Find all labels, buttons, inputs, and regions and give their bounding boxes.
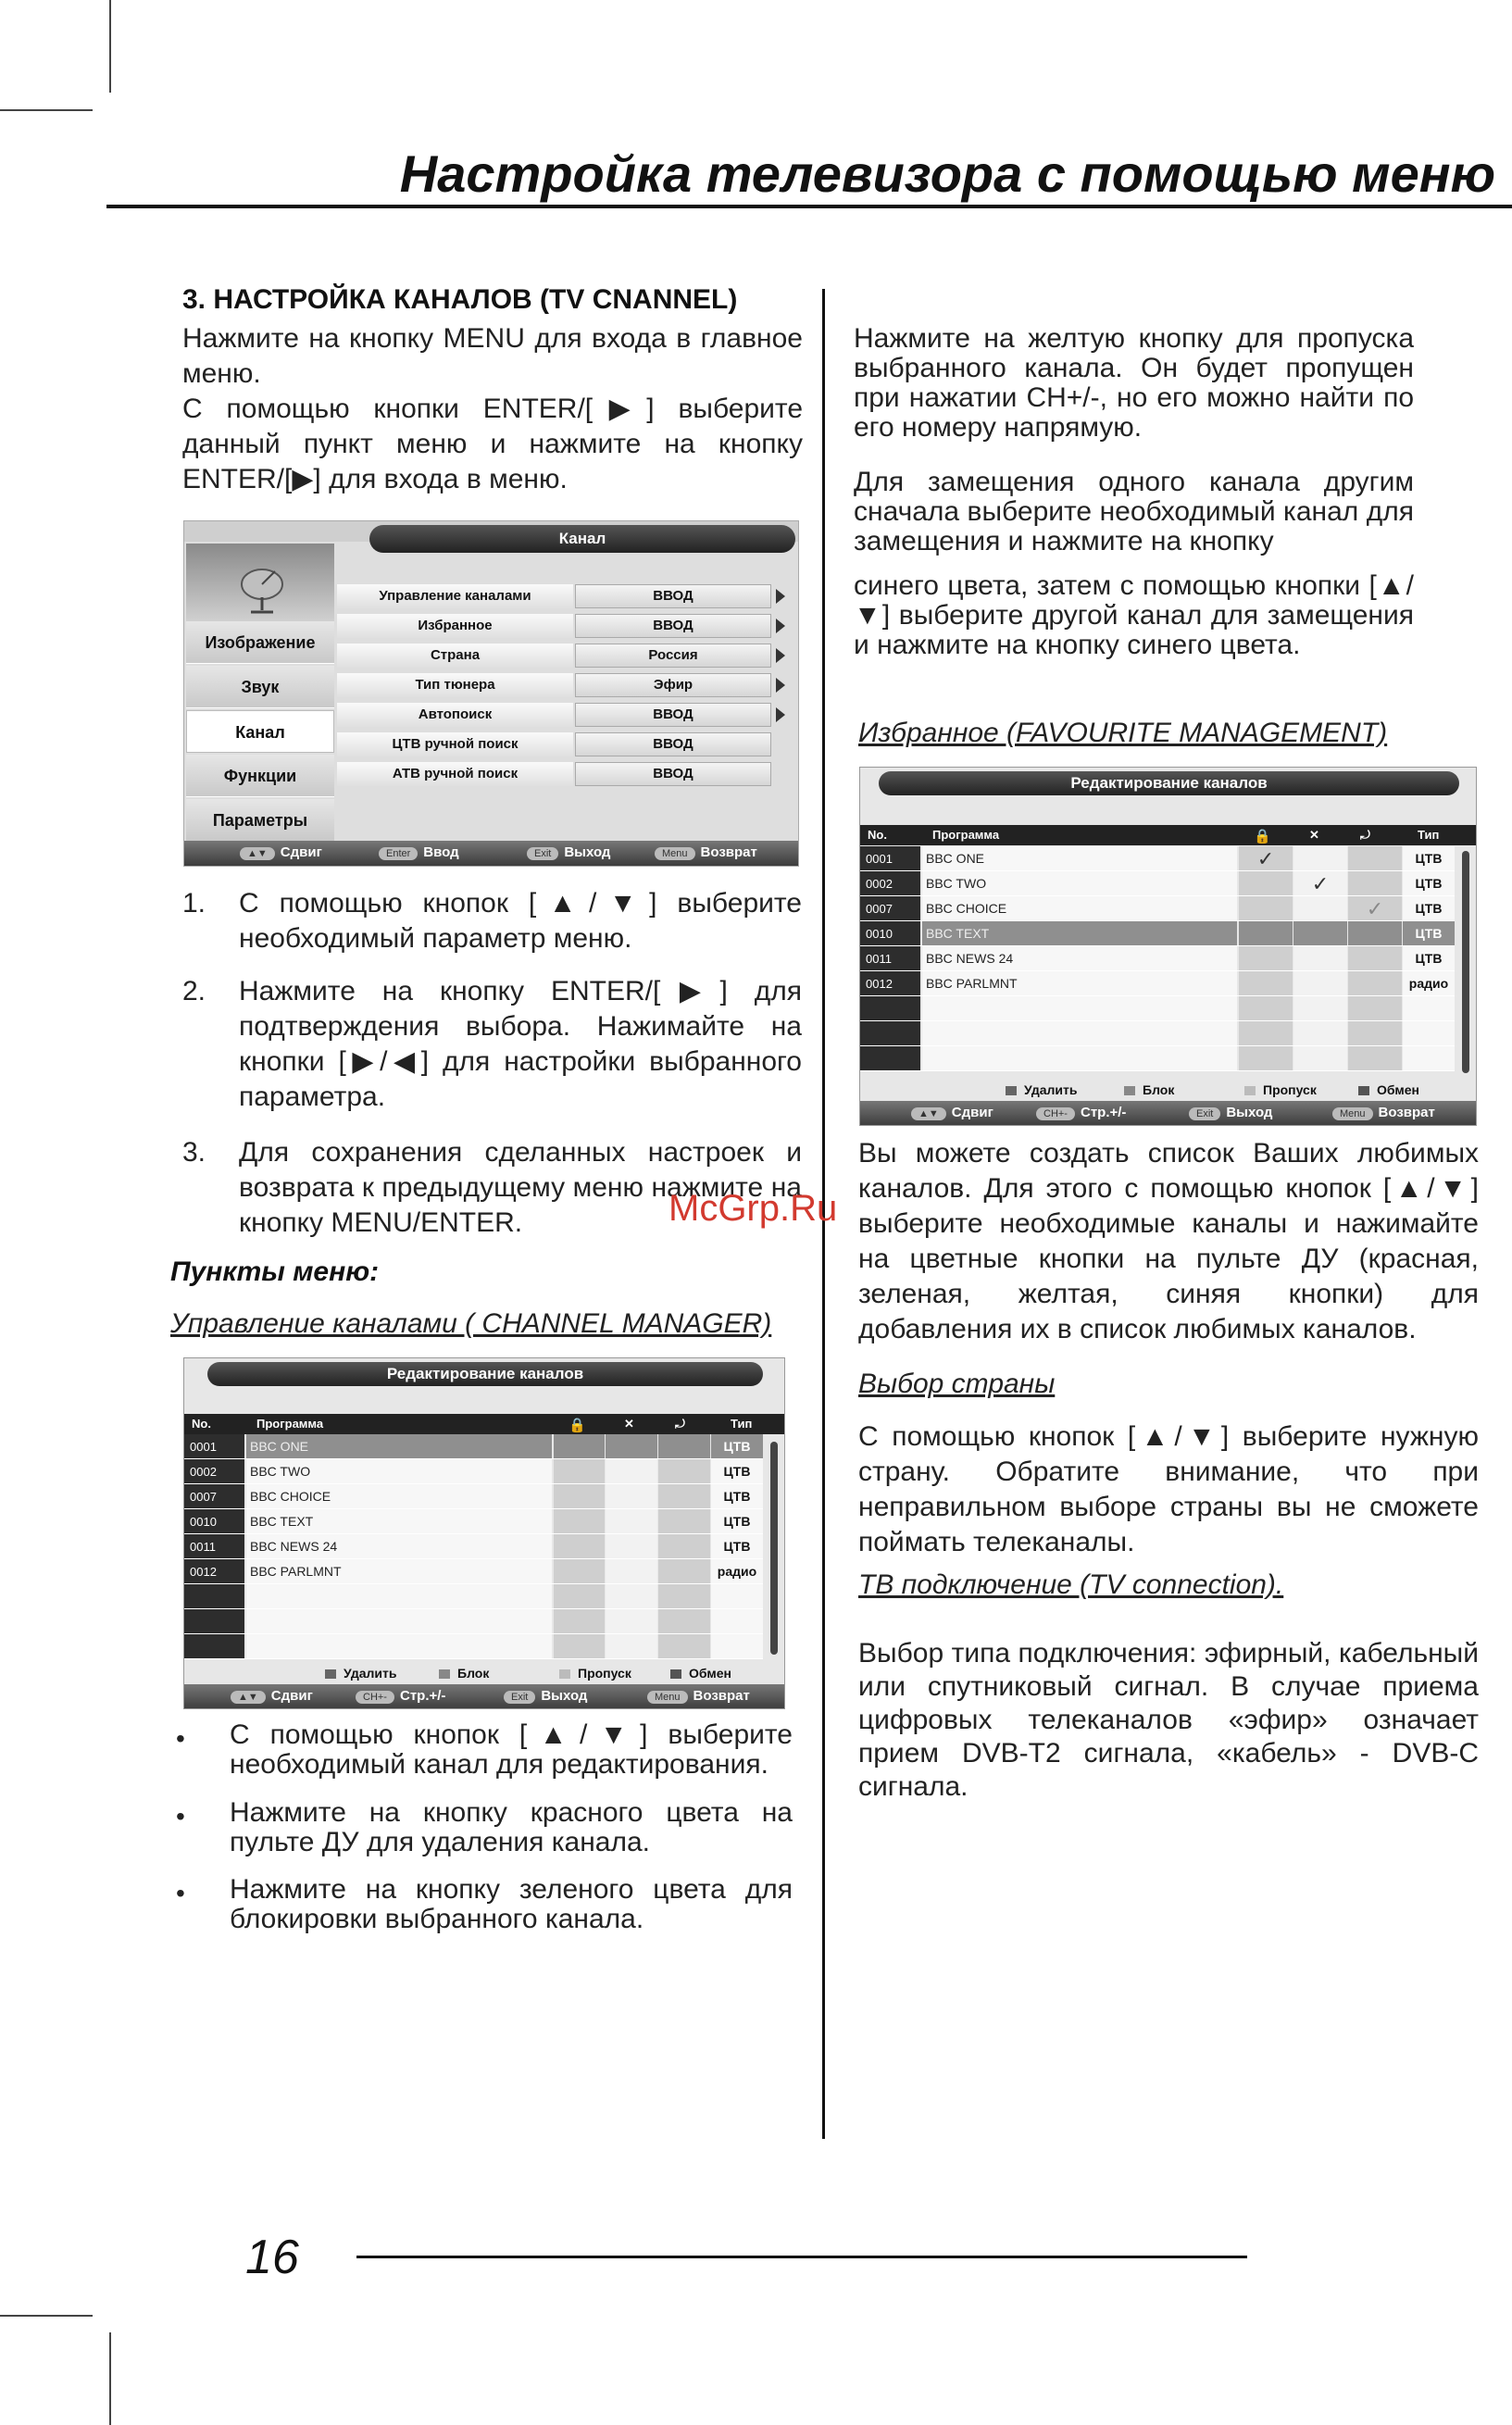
channel-type: ЦТВ [1403, 846, 1455, 870]
channel-type: радио [1403, 971, 1455, 995]
channel-menu-screenshot [183, 520, 799, 867]
table-row[interactable] [860, 846, 1455, 871]
channel-manager-heading: Управление каналами ( CHANNEL MANAGER) [170, 1308, 772, 1339]
hint-back [655, 844, 757, 860]
legend-block [439, 1666, 489, 1681]
key-badge: ▲▼ [240, 847, 275, 860]
hint-exit [1189, 1105, 1272, 1120]
channel-number: 0012 [184, 1559, 244, 1583]
menu-row-value: ВВОД [575, 762, 771, 786]
color-legend [184, 1662, 784, 1684]
key-badge: Exit [504, 1691, 535, 1704]
channel-name: BBC TEXT [246, 1509, 552, 1533]
channel-name: BBC TWO [922, 871, 1237, 895]
hint-label: Возврат [1378, 1105, 1435, 1120]
bullet-text: Нажмите на кнопку зеленого цвета для блокировки выбранного канала. [230, 1874, 793, 1934]
menu-row[interactable] [337, 673, 795, 701]
col-type: Тип [731, 1417, 753, 1431]
menu-items-heading: Пункты меню: [170, 1256, 380, 1287]
menu-row-label: Страна [337, 644, 573, 668]
legend-skip [559, 1666, 631, 1681]
channel-name: BBC CHOICE [922, 896, 1237, 920]
bullet-dot: • [176, 1724, 185, 1753]
menu-row[interactable] [337, 762, 795, 790]
watermark: McGrp.Ru [669, 1188, 838, 1229]
step-number: 1. [182, 888, 206, 919]
table-row[interactable] [860, 871, 1455, 896]
key-badge: Exit [1189, 1107, 1220, 1120]
tv-connection-paragraph: Выбор типа подключения: эфирный, кабельный или спутниковый сигнал. В случае приема цифровых телеканалов «эфир» означает прием DVB-T2 сигнала, «кабель» - DVB-C сигнала. [858, 1638, 1479, 1802]
channel-number: 0011 [184, 1534, 244, 1558]
hint-label: Сдвиг [270, 1688, 313, 1704]
menu-row-value: ВВОД [575, 614, 771, 638]
check-icon: ✓ [1239, 846, 1293, 870]
legend-swap [1358, 1082, 1419, 1097]
crop-mark [0, 2315, 93, 2317]
legend-label: Удалить [344, 1666, 397, 1681]
legend-label: Блок [457, 1666, 490, 1681]
legend-swap [670, 1666, 731, 1681]
key-badge: Menu [1332, 1107, 1373, 1120]
channel-editor-2 [859, 767, 1477, 1126]
channel-type: ЦТВ [711, 1459, 763, 1483]
table-row[interactable] [184, 1509, 763, 1534]
channel-name: BBC ONE [922, 846, 1237, 870]
channel-name: BBC PARLMNT [922, 971, 1237, 995]
channel-type: ЦТВ [711, 1509, 763, 1533]
editor-column-header [860, 825, 1476, 845]
arrow-right-icon [776, 707, 785, 722]
editor-bottom-bar [184, 1684, 784, 1709]
legend-label: Пропуск [1263, 1082, 1317, 1097]
empty-row [184, 1609, 763, 1634]
menu-row[interactable] [337, 732, 795, 760]
hint-label: Сдвиг [280, 844, 322, 860]
col-type: Тип [1418, 828, 1440, 842]
hint-label: Возврат [693, 1688, 750, 1704]
step-number: 3. [182, 1137, 206, 1168]
hint-exit [527, 844, 610, 860]
channel-name: BBC ONE [246, 1434, 552, 1458]
sidebar-item-parameters[interactable]: Параметры [186, 799, 334, 842]
step-text: Для сохранения сделанных настроек и возврата к предыдущему меню нажмите на кнопку MENU/ENTER. [239, 1137, 802, 1238]
legend-delete [1006, 1082, 1077, 1097]
col-no: No. [868, 828, 887, 842]
channel-menu-title: Канал [369, 525, 795, 553]
hint-page [1036, 1105, 1126, 1120]
channel-number: 0007 [860, 896, 920, 920]
menu-row-label: АТВ ручной поиск [337, 762, 573, 786]
legend-label: Обмен [1377, 1082, 1419, 1097]
empty-row [860, 1021, 1455, 1046]
crop-mark [109, 2332, 111, 2425]
empty-row [184, 1584, 763, 1609]
key-badge: Exit [527, 847, 558, 860]
hint-enter [379, 844, 459, 860]
editor-title: Редактирование каналов [879, 771, 1459, 795]
channel-type: ЦТВ [1403, 896, 1455, 920]
intro-paragraph-1: Нажмите на кнопку MENU для входа в главное меню. [182, 323, 803, 389]
channel-number: 0007 [184, 1484, 244, 1508]
key-badge: ▲▼ [911, 1107, 946, 1120]
close-icon: ✕ [624, 1417, 634, 1431]
close-icon: ✕ [1309, 828, 1319, 842]
empty-row [860, 1046, 1455, 1071]
legend-delete [325, 1666, 396, 1681]
channel-number: 0001 [860, 846, 920, 870]
channel-number: 0012 [860, 971, 920, 995]
key-badge: ▲▼ [231, 1691, 266, 1704]
channel-name: BBC PARLMNT [246, 1559, 552, 1583]
menu-row-value: Россия [575, 644, 771, 668]
bullet-dot: • [176, 1802, 185, 1831]
arrow-right-icon [776, 678, 785, 693]
check-icon: ✓ [1348, 896, 1402, 920]
channel-type: ЦТВ [1403, 921, 1455, 945]
menu-row[interactable] [337, 584, 795, 612]
table-row[interactable] [860, 921, 1455, 946]
table-row[interactable] [184, 1559, 763, 1584]
sidebar-item-functions[interactable]: Функции [186, 755, 334, 797]
hint-page [356, 1688, 445, 1704]
menu-row-label: Управление каналами [337, 584, 573, 608]
hint-exit [504, 1688, 587, 1704]
channel-type: ЦТВ [1403, 871, 1455, 895]
hint-label: Стр.+/- [1080, 1105, 1127, 1120]
editor-column-header [184, 1414, 784, 1434]
col-program: Программа [256, 1417, 324, 1431]
channel-name: BBC NEWS 24 [246, 1534, 552, 1558]
legend-label: Блок [1143, 1082, 1175, 1097]
channel-name: BBC NEWS 24 [922, 946, 1237, 970]
key-badge: Enter [379, 847, 418, 860]
sidebar-item-sound[interactable]: Звук [186, 666, 334, 708]
hint-move [240, 844, 322, 860]
check-icon: ✓ [1293, 871, 1347, 895]
footer-rule [356, 2256, 1247, 2258]
channel-type: ЦТВ [711, 1484, 763, 1508]
sidebar-item-picture[interactable]: Изображение [186, 621, 334, 664]
sidebar-item-channel[interactable]: Канал [186, 710, 334, 753]
channel-editor-1 [183, 1357, 785, 1709]
channel-type: ЦТВ [711, 1534, 763, 1558]
hint-label: Выход [1226, 1105, 1273, 1120]
channel-type: ЦТВ [1403, 946, 1455, 970]
country-paragraph: С помощью кнопок [▲/▼] выберите нужную страну. Обратите внимание, что при неправильном выборе страны вы не сможете поймать телеканалы. [858, 1421, 1479, 1557]
table-row[interactable] [184, 1459, 763, 1484]
crop-mark [0, 109, 93, 111]
legend-label: Обмен [689, 1666, 731, 1681]
channel-number: 0001 [184, 1434, 244, 1458]
step-text: С помощью кнопок [▲/▼] выберите необходимый параметр меню. [239, 888, 802, 954]
scrollbar[interactable] [1462, 851, 1469, 1073]
menu-row-label: Избранное [337, 614, 573, 638]
header-rule [106, 205, 1512, 208]
swap-icon: ⤾ [675, 1417, 685, 1431]
menu-row-value: ВВОД [575, 732, 771, 756]
page-header-title: Настройка телевизора с помощью меню [399, 144, 1495, 203]
hint-label: Стр.+/- [399, 1688, 446, 1704]
legend-label: Пропуск [578, 1666, 631, 1681]
step-text: Нажмите на кнопку ENTER/[▶] для подтверждения выбора. Нажимайте на кнопки [▶/◀] для настройки выбранного параметра. [239, 976, 802, 1112]
col-no: No. [192, 1417, 211, 1431]
hint-label: Ввод [423, 844, 459, 860]
hint-back [647, 1688, 750, 1704]
hint-label: Выход [541, 1688, 588, 1704]
arrow-right-icon [776, 648, 785, 663]
crop-mark [109, 0, 111, 93]
key-badge: Menu [647, 1691, 688, 1704]
key-badge: CH+- [1036, 1107, 1075, 1120]
legend-block [1124, 1082, 1174, 1097]
bullet-text: С помощью кнопок [▲/▼] выберите необходимый канал для редактирования. [230, 1719, 793, 1780]
col-program: Программа [932, 828, 1000, 842]
section-title: 3. НАСТРОЙКА КАНАЛОВ (TV CNANNEL) [182, 284, 738, 315]
channel-type: радио [711, 1559, 763, 1583]
hint-label: Выход [564, 844, 611, 860]
channel-number: 0010 [860, 921, 920, 945]
skip-paragraph: Нажмите на желтую кнопку для пропуска выбранного канала. Он будет пропущен при нажатии CH+/-, но его можно найти по его номеру напрямую. [854, 323, 1414, 443]
menu-row[interactable] [337, 644, 795, 671]
bullet-dot: • [176, 1879, 185, 1907]
table-row[interactable] [860, 946, 1455, 971]
intro-paragraph-2: С помощью кнопки ENTER/[▶] выберите данный пункт меню и нажмите на кнопку ENTER/[▶] для входа в меню. [182, 394, 803, 494]
channel-name: BBC TWO [246, 1459, 552, 1483]
color-legend [860, 1079, 1476, 1101]
key-badge: CH+- [356, 1691, 394, 1704]
step-number: 2. [182, 976, 206, 1006]
channel-number: 0011 [860, 946, 920, 970]
favourite-paragraph: Вы можете создать список Ваших любимых каналов. Для этого с помощью кнопок [▲/▼] выберите необходимые каналы и нажимайте на цветные кнопки на пульте ДУ (красная, зеленая, желтая, синяя кнопки) для добавления их в список любимых каналов. [858, 1138, 1479, 1344]
menu-bottom-bar [184, 841, 798, 867]
menu-row-label: Тип тюнера [337, 673, 573, 697]
menu-row-value: ВВОД [575, 703, 771, 727]
menu-row-label: Автопоиск [337, 703, 573, 727]
hint-back [1332, 1105, 1435, 1120]
arrow-right-icon [776, 589, 785, 604]
editor-title: Редактирование каналов [207, 1362, 763, 1386]
hint-move [911, 1105, 993, 1120]
channel-number: 0002 [184, 1459, 244, 1483]
page-number: 16 [245, 2231, 299, 2284]
swap-paragraph-2: синего цвета, затем с помощью кнопки [▲/▼] выберите другой канал для замещения и нажмите на кнопку синего цвета. [854, 570, 1414, 660]
favourite-heading: Избранное (FAVOURITE MANAGEMENT) [858, 718, 1388, 748]
menu-row[interactable] [337, 703, 795, 731]
table-row[interactable] [860, 896, 1455, 921]
table-row[interactable] [184, 1484, 763, 1509]
scrollbar[interactable] [770, 1442, 778, 1655]
lock-icon: 🔒 [1254, 829, 1271, 844]
swap-icon: ⤾ [1360, 828, 1370, 842]
editor-bottom-bar [860, 1101, 1476, 1126]
country-heading: Выбор страны [858, 1369, 1056, 1399]
hint-label: Возврат [700, 844, 757, 860]
tv-connection-heading: ТВ подключение (TV connection). [858, 1569, 1284, 1600]
channel-name: BBC CHOICE [246, 1484, 552, 1508]
legend-skip [1244, 1082, 1317, 1097]
arrow-right-icon [776, 619, 785, 633]
empty-row [860, 996, 1455, 1021]
menu-row[interactable] [337, 614, 795, 642]
table-row[interactable] [860, 971, 1455, 996]
empty-row [184, 1634, 763, 1659]
table-row[interactable] [184, 1534, 763, 1559]
legend-label: Удалить [1024, 1082, 1078, 1097]
key-badge: Menu [655, 847, 695, 860]
menu-row-value: Эфир [575, 673, 771, 697]
menu-row-label: ЦТВ ручной поиск [337, 732, 573, 756]
channel-number: 0002 [860, 871, 920, 895]
hint-move [231, 1688, 313, 1704]
table-row[interactable] [184, 1434, 763, 1459]
channel-number: 0010 [184, 1509, 244, 1533]
satellite-dish-icon [186, 544, 334, 621]
swap-paragraph-1: Для замещения одного канала другим сначала выберите необходимый канал для замещения и нажмите на кнопку [854, 467, 1414, 556]
menu-row-value: ВВОД [575, 584, 771, 608]
channel-type: ЦТВ [711, 1434, 763, 1458]
bullet-text: Нажмите на кнопку красного цвета на пульте ДУ для удаления канала. [230, 1797, 793, 1857]
lock-icon: 🔒 [569, 1418, 586, 1433]
hint-label: Сдвиг [951, 1105, 993, 1120]
channel-name: BBC TEXT [922, 921, 1237, 945]
